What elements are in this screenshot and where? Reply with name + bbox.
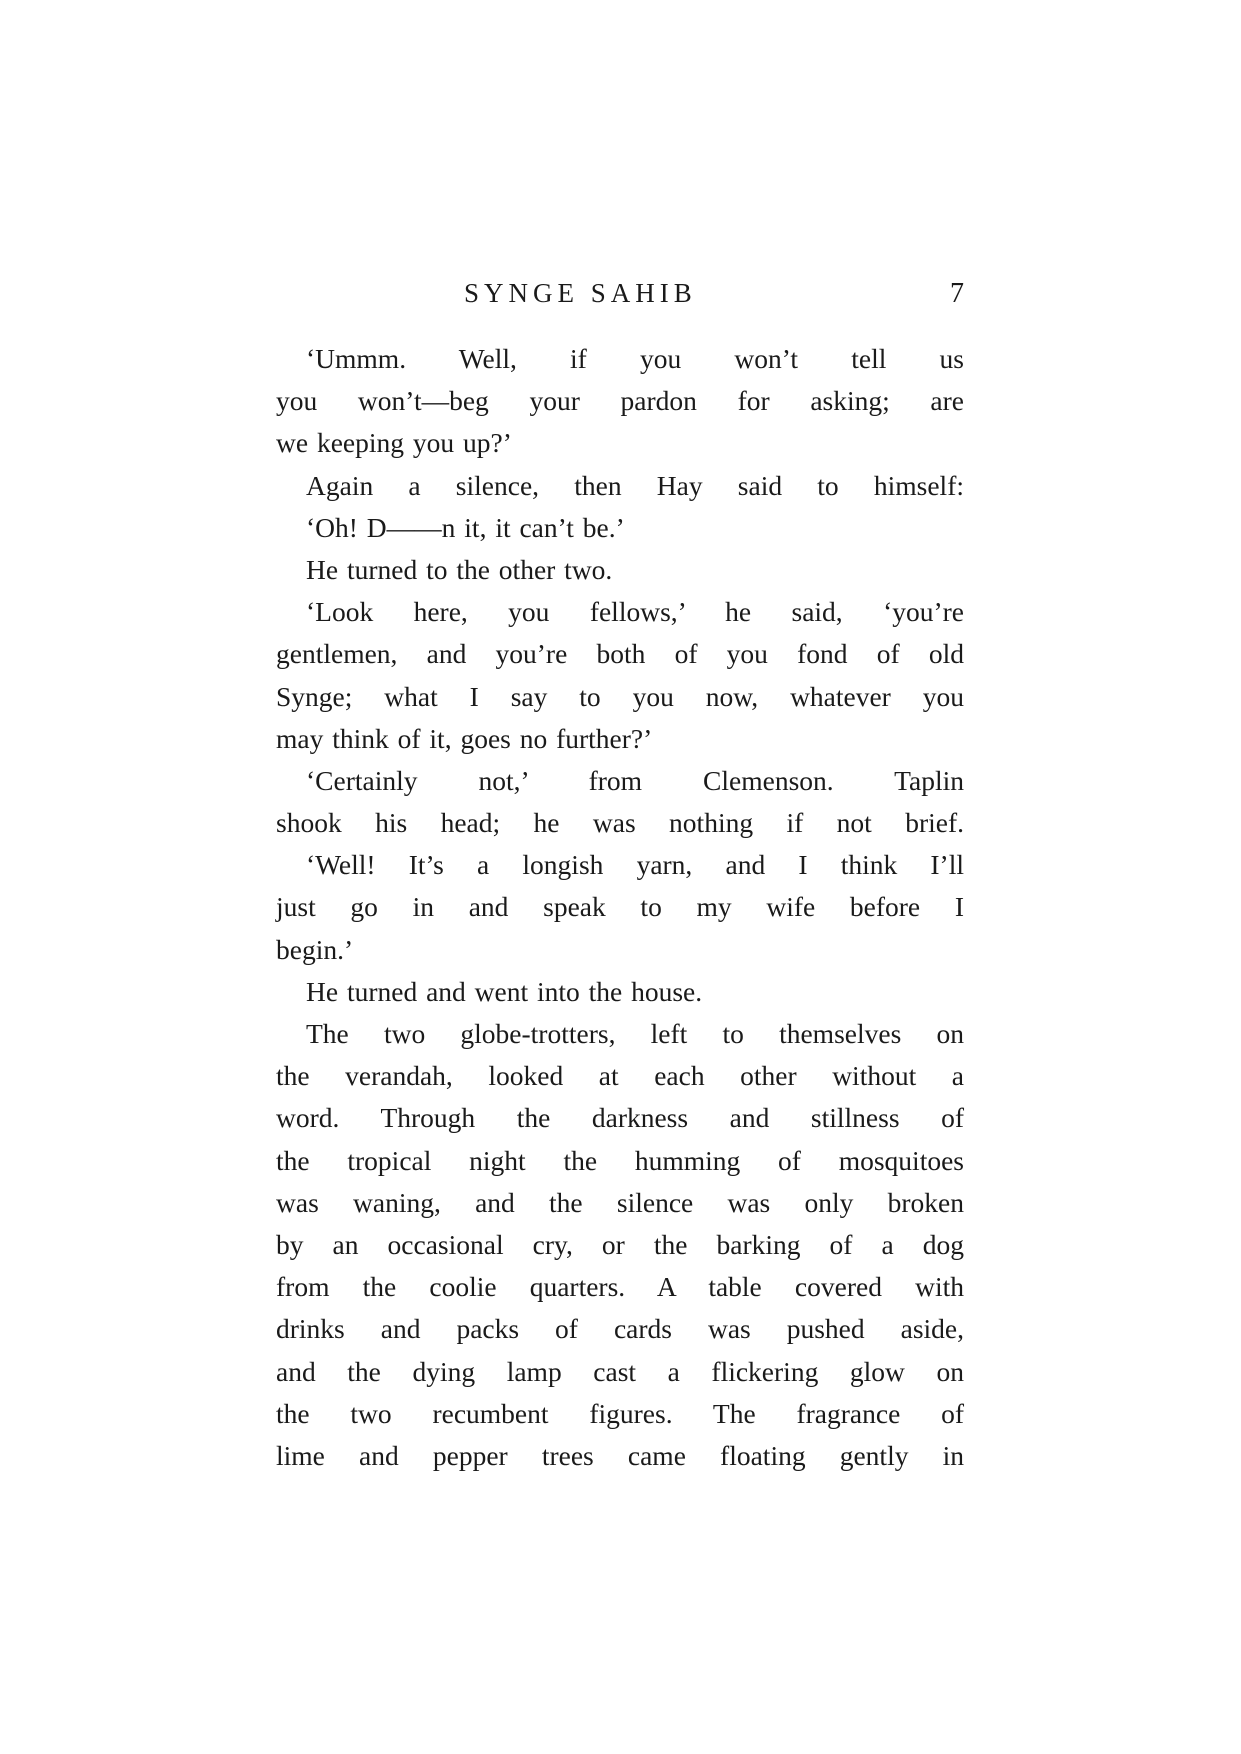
text-line: the two recumbent figures. The fragrance of (276, 1397, 964, 1429)
text-line: word. Through the darkness and stillness of (276, 1102, 964, 1134)
text-line: ‘Certainly not,’ from Clemenson. Taplin (306, 764, 964, 796)
text-line: shook his head; he was nothing if not brief. (276, 807, 964, 839)
text-line: may think of it, goes no further?’ (276, 722, 653, 754)
text-line: you won’t—beg your pardon for asking; are (276, 385, 964, 417)
body-text (276, 338, 964, 1477)
text-line: the tropical night the humming of mosquitoes (276, 1144, 964, 1176)
page-header (276, 278, 964, 314)
text-line: by an occasional cry, or the barking of a dog (276, 1228, 964, 1260)
text-line: the verandah, looked at each other without a (276, 1060, 964, 1092)
text-line: and the dying lamp cast a flickering glow on (276, 1355, 964, 1387)
text-line: lime and pepper trees came floating gently in (276, 1439, 964, 1471)
text-line: He turned and went into the house. (306, 975, 703, 1007)
text-line: was waning, and the silence was only broken (276, 1186, 964, 1218)
text-line: just go in and speak to my wife before I (276, 891, 964, 923)
running-title: SYNGE SAHIB (464, 278, 697, 308)
text-line: drinks and packs of cards was pushed aside, (276, 1313, 964, 1345)
text-line: The two globe-trotters, left to themselves on (306, 1018, 964, 1049)
text-line: we keeping you up?’ (276, 427, 512, 459)
text-line: He turned to the other two. (306, 553, 613, 585)
text-line: ‘Look here, you fellows,’ he said, ‘you’re (306, 596, 964, 628)
page-number: 7 (950, 278, 964, 309)
text-line: ‘Oh! D——n it, it can’t be.’ (306, 511, 625, 543)
text-line: gentlemen, and you’re both of you fond of old (276, 638, 964, 670)
text-line: from the coolie quarters. A table covered with (276, 1271, 964, 1303)
text-line: ‘Well! It’s a longish yarn, and I think I’ll (306, 849, 964, 881)
text-line: begin.’ (276, 933, 354, 965)
text-line: ‘Ummm. Well, if you won’t tell us (306, 343, 964, 374)
text-line: Again a silence, then Hay said to himself: (306, 469, 964, 501)
text-line: Synge; what I say to you now, whatever you (276, 680, 964, 712)
